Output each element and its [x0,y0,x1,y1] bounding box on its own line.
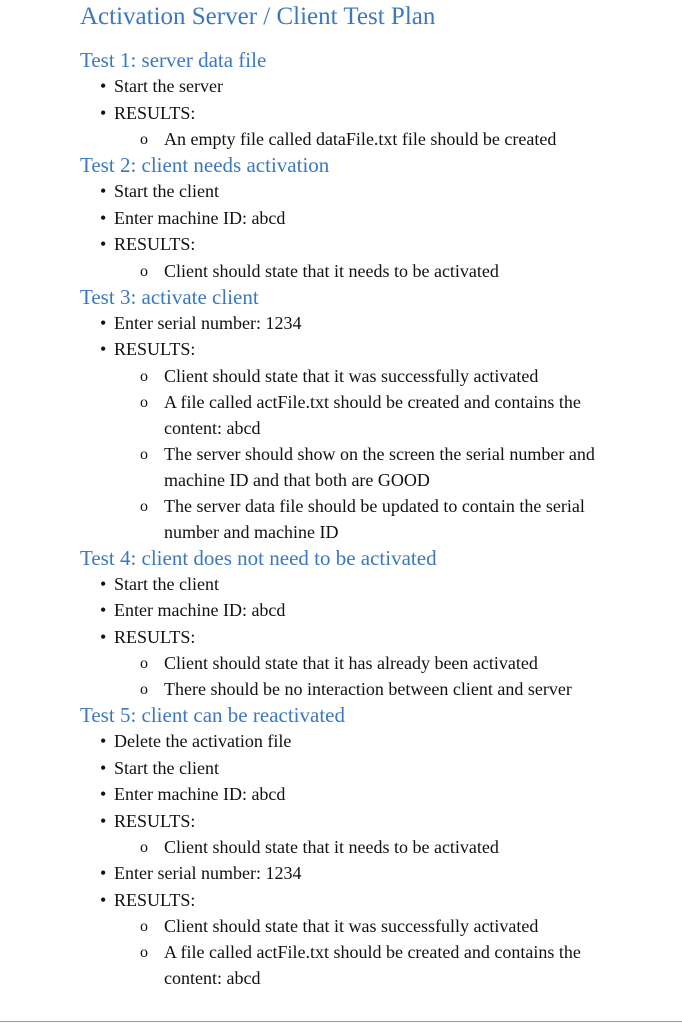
step-item [80,100,682,127]
step-text: Enter machine ID: abcd [114,600,286,620]
circle-bullet-icon: o [140,131,148,148]
test-list [80,47,682,991]
results-container [80,258,682,284]
step-text: Enter serial number: 1234 [114,312,302,333]
bullet-icon: • [100,312,107,333]
circle-bullet-icon: o [140,262,148,280]
step-text: Start the client [114,181,219,201]
step-item [80,860,682,887]
bullet-icon: • [100,234,107,254]
circle-bullet-icon: o [140,445,148,463]
step-item [80,310,682,337]
result-item [80,834,682,860]
result-item [80,939,682,991]
bullet-icon: • [100,600,107,620]
step-list [80,310,682,545]
step-item [80,205,682,232]
result-text: Client should state that it needs to be activated [164,837,499,857]
step-item [80,887,682,914]
test-section [80,702,682,991]
test-section [80,545,682,703]
bullet-icon: • [100,731,107,751]
results-container [80,913,682,991]
circle-bullet-icon: o [140,681,148,698]
bullet-icon: • [100,573,107,594]
step-text: RESULTS: [114,810,196,831]
bullet-icon: • [100,863,107,883]
bullet-icon: • [100,76,107,96]
circle-bullet-icon: o [140,944,148,961]
bullet-icon: • [100,810,107,831]
step-item [80,808,682,835]
bullet-icon: • [100,181,107,201]
result-item [80,258,682,284]
results-container [80,650,682,702]
results-container [80,834,682,860]
bullet-icon: • [100,207,107,228]
result-list [80,913,682,991]
result-list [80,258,682,284]
circle-bullet-icon: o [140,918,148,935]
result-text: An empty file called dataFile.txt file should be created [164,129,557,149]
result-text: The server should show on the screen the serial number and machine ID and that both are GOOD [164,443,595,490]
result-text: A file called actFile.txt should be created and contains the content: abcd [164,391,581,438]
step-list [80,178,682,284]
result-item [80,676,682,702]
result-list [80,834,682,860]
result-item [80,389,682,441]
step-item [80,597,682,624]
step-text: RESULTS: [114,626,196,647]
result-text: Client should state that it has already been activated [164,653,538,673]
step-item [80,571,682,598]
result-text: There should be no interaction between client and server [164,679,572,699]
test-heading: Test 5: client can be reactivated [80,703,345,727]
bullet-icon: • [100,102,107,123]
result-list [80,363,682,545]
bullet-icon: • [100,784,107,804]
result-text: A file called actFile.txt should be created and contains the content: abcd [164,942,581,988]
step-item [80,231,682,258]
result-item [80,363,682,389]
step-text: Enter machine ID: abcd [114,784,286,804]
step-item [80,73,682,100]
result-item [80,441,682,493]
result-text: Client should state that it was successfully activated [164,916,539,936]
step-text: Start the client [114,573,219,594]
bullet-icon: • [100,626,107,647]
result-item [80,493,682,545]
step-text: RESULTS: [114,339,196,359]
result-list [80,126,682,152]
step-item [80,728,682,755]
test-heading: Test 2: client needs activation [80,153,330,177]
step-item [80,755,682,782]
step-list [80,728,682,991]
circle-bullet-icon: o [140,367,148,385]
result-item [80,913,682,939]
bullet-icon: • [100,339,107,359]
step-list [80,571,682,703]
step-text: Start the client [114,757,219,778]
result-item [80,126,682,152]
results-container [80,126,682,152]
step-item [80,178,682,205]
step-text: Delete the activation file [114,731,292,751]
step-text: Enter serial number: 1234 [114,863,302,883]
circle-bullet-icon: o [140,497,148,515]
step-text: RESULTS: [114,234,196,254]
step-text: Start the server [114,76,223,96]
result-text: Client should state that it needs to be activated [164,260,499,281]
result-text: The server data file should be updated to contain the serial number and machine ID [164,495,585,542]
step-item [80,624,682,651]
page-title: Activation Server / Client Test Plan [80,3,436,30]
result-text: Client should state that it was successfully activated [164,365,539,386]
test-heading: Test 4: client does not need to be activated [80,545,437,570]
circle-bullet-icon: o [140,393,148,411]
step-text: Enter machine ID: abcd [114,207,286,228]
bullet-icon: • [100,757,107,778]
bullet-icon: • [100,889,107,910]
circle-bullet-icon: o [140,655,148,672]
results-container [80,363,682,545]
test-section [80,284,682,545]
test-section [80,47,682,152]
step-text: RESULTS: [114,889,196,910]
result-list [80,650,682,702]
step-list [80,73,682,152]
test-section [80,152,682,284]
step-text: RESULTS: [114,102,196,123]
step-item [80,781,682,808]
circle-bullet-icon: o [140,839,148,856]
test-heading: Test 3: activate client [80,284,259,309]
step-item [80,336,682,363]
test-heading: Test 1: server data file [80,48,267,72]
page-bottom-divider [0,1021,682,1022]
result-item [80,650,682,676]
